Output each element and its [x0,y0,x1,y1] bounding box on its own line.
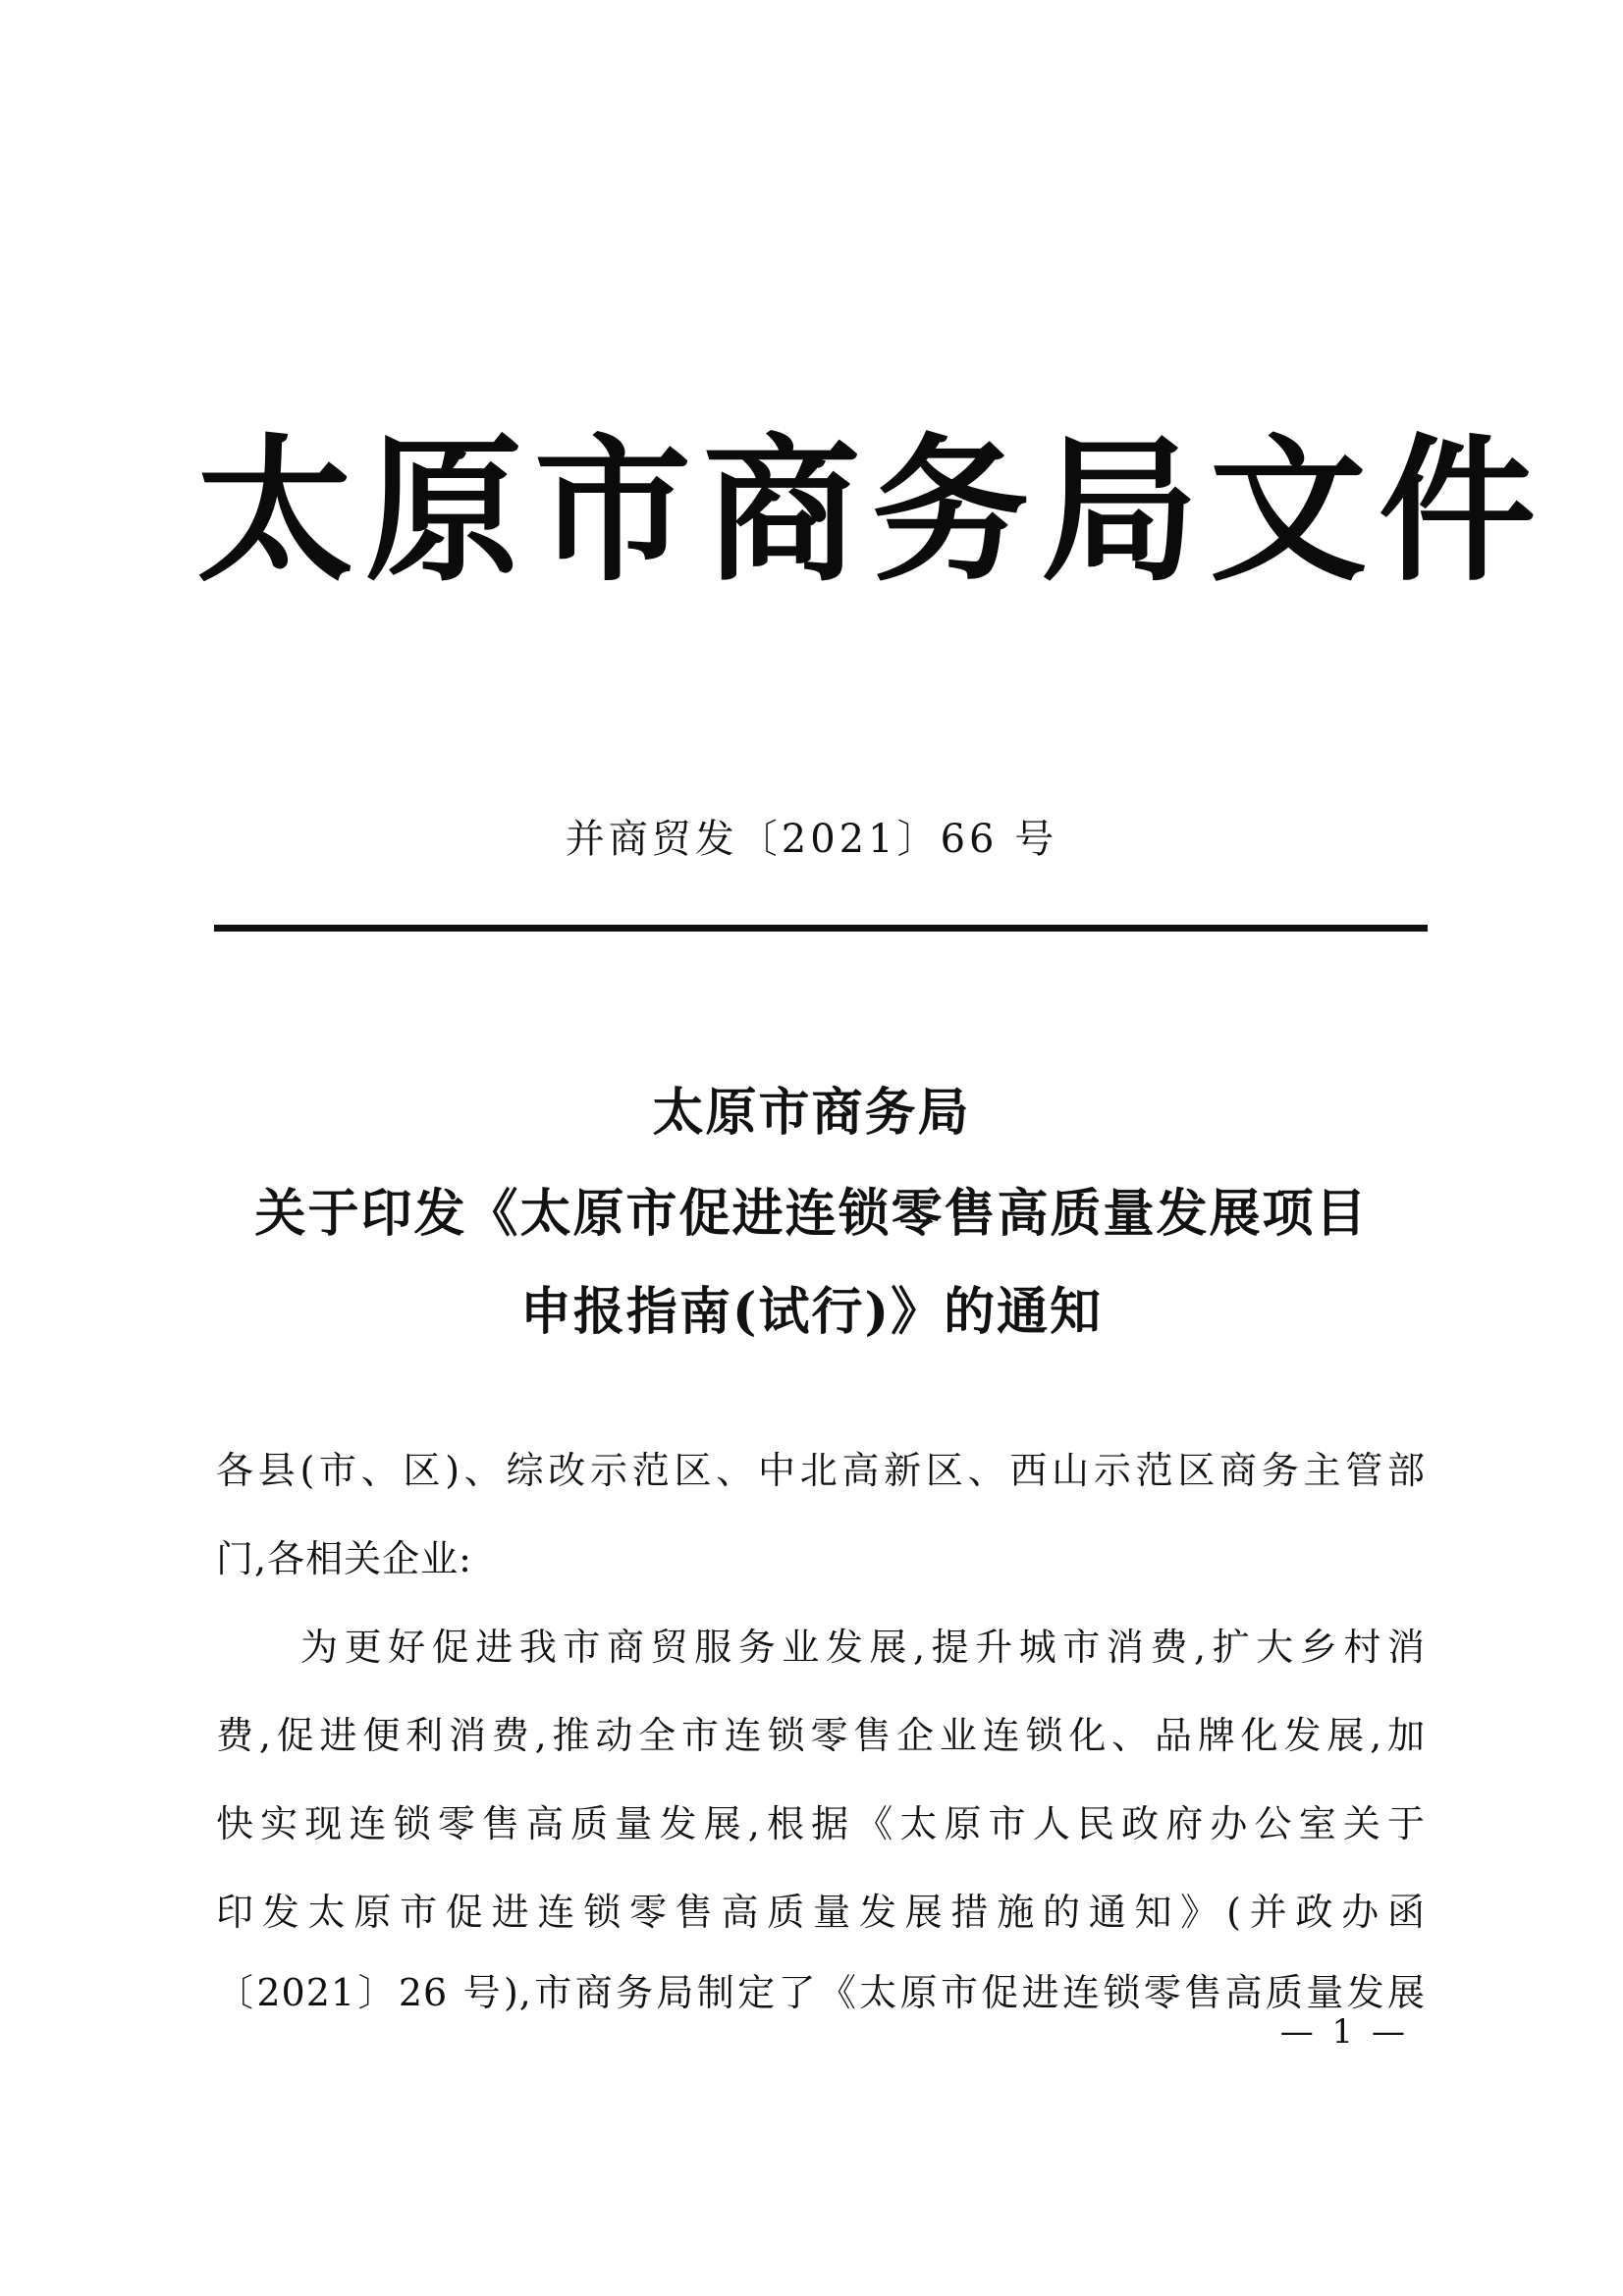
paragraph-line-4: 印发太原市促进连锁零售高质量发展措施的通知》(并政办函 [216,1891,1426,1934]
paragraph-line-1: 为更好促进我市商贸服务业发展,提升城市消费,扩大乡村消 [300,1626,1426,1669]
header-divider [214,925,1428,932]
title-line-1: 太原市商务局 [652,1083,971,1143]
page-number: — 1 — [1279,2012,1409,2052]
addressee-line-1: 各县(市、区)、综改示范区、中北高新区、西山示范区商务主管部 [216,1449,1426,1492]
document-number: 并商贸发〔2021〕66 号 [565,817,1058,862]
addressee-line-2: 门,各相关企业: [216,1537,472,1580]
title-line-2: 关于印发《太原市促进连锁零售高质量发展项目 [254,1184,1369,1244]
title-line-3: 申报指南(试行)》的通知 [519,1282,1104,1342]
paragraph-line-3: 快实现连锁零售高质量发展,根据《太原市人民政府办公室关于 [216,1802,1426,1845]
paragraph-line-2: 费,促进便利消费,推动全市连锁零售企业连锁化、品牌化发展,加 [216,1714,1426,1757]
paragraph-line-5: 〔2021〕26 号),市商务局制定了《太原市促进连锁零售高质量发展 [216,1971,1426,2014]
document-masthead: 太原市商务局文件 [196,418,1548,603]
